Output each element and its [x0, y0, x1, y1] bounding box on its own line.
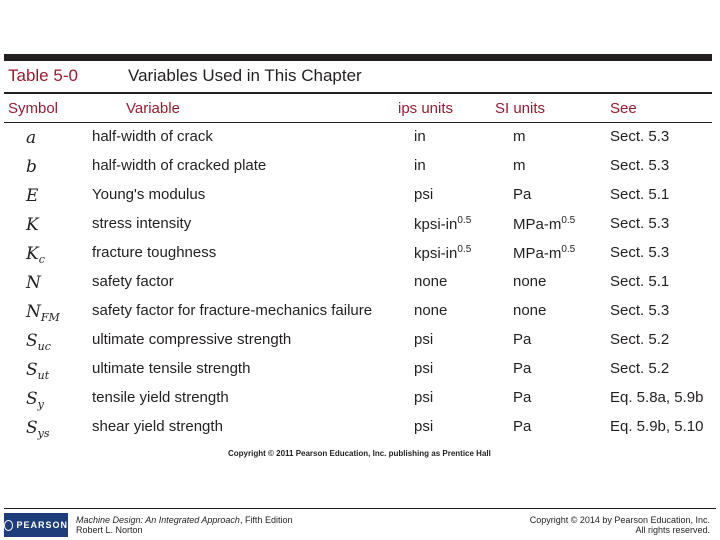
header-underline — [4, 122, 712, 123]
ips-units-cell: in — [414, 157, 426, 174]
pearson-logo-text: PEARSON — [16, 520, 68, 530]
table-row — [0, 389, 720, 418]
see-reference-cell: Sect. 5.2 — [610, 331, 670, 348]
ips-units-cell: none — [414, 302, 448, 319]
ips-units-cell: psi — [414, 360, 434, 377]
table-row — [0, 244, 720, 273]
si-units-cell: none — [513, 273, 547, 290]
header-si-units: SI units — [495, 100, 546, 117]
si-units-cell: Pa — [513, 331, 532, 348]
book-author: Robert L. Norton — [76, 525, 143, 535]
see-reference-cell: Sect. 5.3 — [610, 215, 670, 232]
table-row — [0, 302, 720, 331]
see-reference-cell: Sect. 5.3 — [610, 244, 670, 261]
see-reference-cell: Sect. 5.3 — [610, 128, 670, 145]
see-reference-cell: Sect. 5.3 — [610, 157, 670, 174]
see-reference-cell: Sect. 5.2 — [610, 360, 670, 377]
variable-cell: ultimate tensile strength — [92, 360, 251, 377]
variable-cell: shear yield strength — [92, 418, 223, 435]
table-row — [0, 273, 720, 302]
table-row — [0, 215, 720, 244]
table-row — [0, 360, 720, 389]
symbol-cell: $S_{ys}$ — [26, 418, 50, 440]
ips-units-cell: in — [414, 128, 426, 145]
copyright-line-2: All rights reserved. — [635, 525, 710, 535]
table-row — [0, 418, 720, 447]
variable-cell: stress intensity — [92, 215, 192, 232]
book-edition: , Fifth Edition — [239, 515, 293, 525]
top-rule — [4, 54, 712, 61]
ips-units-cell: psi — [414, 186, 434, 203]
si-units-cell: Pa — [513, 186, 532, 203]
header-ips-units: ips units — [398, 100, 454, 117]
header-variable: Variable — [126, 100, 180, 117]
variable-cell: fracture toughness — [92, 244, 217, 261]
header-symbol: Symbol — [8, 100, 59, 117]
table-row — [0, 128, 720, 157]
see-reference-cell: Eq. 5.8a, 5.9b — [610, 389, 704, 406]
header-see: See — [610, 100, 637, 117]
book-title: Machine Design: An Integrated Approach — [76, 515, 240, 525]
publisher-note: Copyright © 2011 Pearson Education, Inc. publishing as Prentice Hall — [228, 449, 491, 458]
table-caption: Variables Used in This Chapter — [128, 66, 362, 85]
ips-units-cell: psi — [414, 389, 434, 406]
si-units-cell: Pa — [513, 418, 532, 435]
si-units-cell: MPa-$m^{0.5}$ — [513, 244, 576, 262]
symbol-cell: $S_y$ — [26, 389, 44, 411]
si-units-cell: m — [513, 128, 526, 145]
copyright-line-1: Copyright © 2014 by Pearson Education, Inc. — [529, 515, 710, 525]
book-citation — [76, 515, 292, 535]
pearson-logo-icon — [4, 520, 13, 531]
symbol-cell: $N_{FM}$ — [26, 302, 60, 324]
table-row — [0, 186, 720, 215]
symbol-cell: a — [26, 128, 37, 148]
see-reference-cell: Sect. 5.3 — [610, 302, 670, 319]
si-units-cell: Pa — [513, 360, 532, 377]
pearson-logo — [4, 513, 68, 537]
variable-cell: ultimate compressive strength — [92, 331, 292, 348]
si-units-cell: Pa — [513, 389, 532, 406]
ips-units-cell: psi — [414, 331, 434, 348]
ips-units-cell: psi — [414, 418, 434, 435]
table-number: Table 5-0 — [8, 66, 78, 85]
si-units-cell: none — [513, 302, 547, 319]
symbol-cell: E — [26, 186, 39, 206]
see-reference-cell: Sect. 5.1 — [610, 186, 670, 203]
see-reference-cell: Sect. 5.1 — [610, 273, 670, 290]
variable-cell: safety factor for fracture-mechanics failure — [92, 302, 373, 319]
symbol-cell: K — [26, 215, 39, 235]
variable-cell: tensile yield strength — [92, 389, 229, 406]
see-reference-cell: Eq. 5.9b, 5.10 — [610, 418, 704, 435]
variable-cell: half-width of cracked plate — [92, 157, 267, 174]
ips-units-cell: none — [414, 273, 448, 290]
table-row — [0, 157, 720, 186]
table-row — [0, 331, 720, 360]
symbol-cell: $S_{ut}$ — [26, 360, 50, 382]
variable-cell: safety factor — [92, 273, 174, 290]
si-units-cell: MPa-$m^{0.5}$ — [513, 215, 576, 233]
symbol-cell: $S_{uc}$ — [26, 331, 51, 353]
si-units-cell: m — [513, 157, 526, 174]
footer-rule — [4, 508, 716, 509]
ips-units-cell: kpsi-$in^{0.5}$ — [414, 244, 472, 262]
header-rule — [4, 92, 712, 94]
variable-cell: Young's modulus — [92, 186, 206, 203]
variable-cell: half-width of crack — [92, 128, 213, 145]
ips-units-cell: kpsi-$in^{0.5}$ — [414, 215, 472, 233]
table-title — [8, 66, 708, 90]
symbol-cell: N — [26, 273, 41, 293]
symbol-cell: $K_c$ — [26, 244, 45, 266]
copyright-notice — [530, 515, 710, 535]
symbol-cell: b — [26, 157, 37, 177]
